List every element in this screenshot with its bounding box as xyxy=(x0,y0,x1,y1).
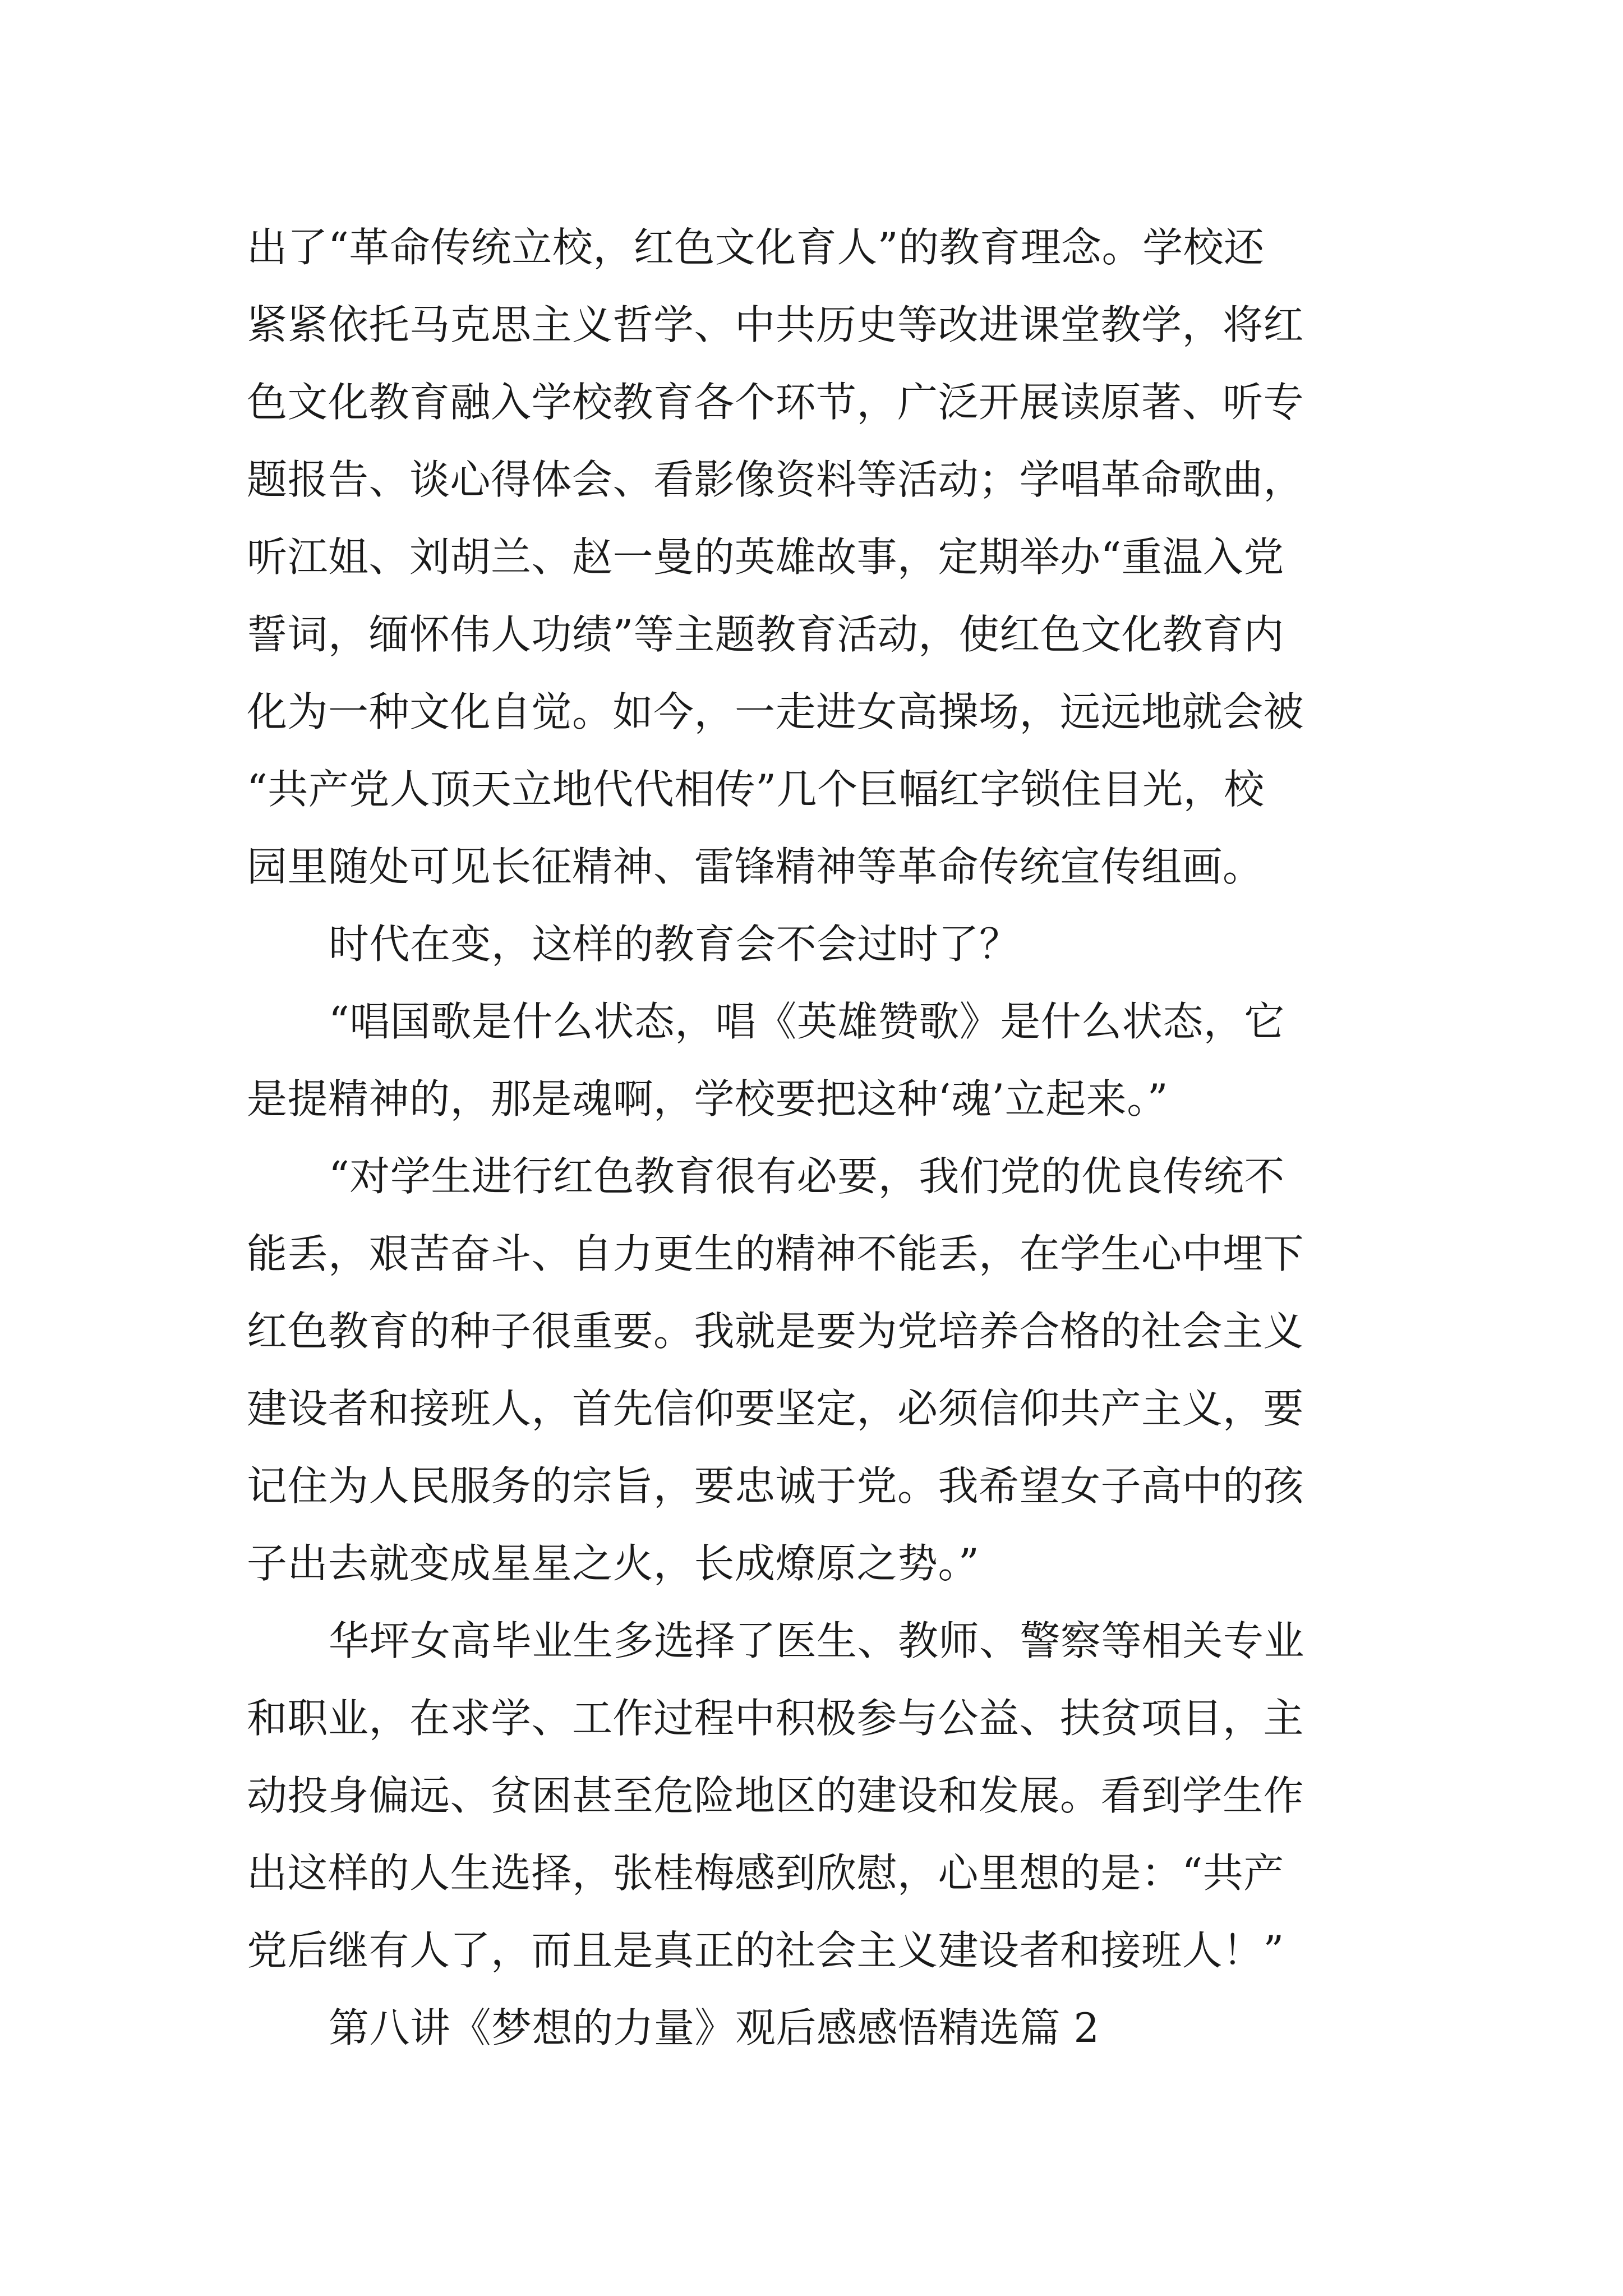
paragraph-start-line: “对学生进行红色教育很有必要，我们党的优良传统不 xyxy=(329,1153,1285,1200)
text-line: 建设者和接班人，首先信仰要坚定，必须信仰共产主义，要 xyxy=(247,1385,1304,1432)
text-line: 和职业，在求学、工作过程中积极参与公益、扶贫项目，主 xyxy=(247,1695,1304,1742)
text-line: 听江姐、刘胡兰、赵一曼的英雄故事，定期举办“重温入党 xyxy=(247,533,1284,581)
paragraph-start-line: 华坪女高毕业生多选择了医生、教师、警察等相关专业 xyxy=(329,1617,1305,1664)
text-line: 是提精神的，那是魂啊，学校要把这种‘魂’立起来。” xyxy=(247,1075,1169,1122)
text-line: 党后继有人了，而且是真正的社会主义建设者和接班人！” xyxy=(247,1927,1284,1974)
text-line: 题报告、谈心得体会、看影像资料等活动；学唱革命歌曲， xyxy=(247,456,1304,503)
text-line: 记住为人民服务的宗旨，要忠诚于党。我希望女子高中的孩 xyxy=(247,1462,1304,1510)
text-line: 出这样的人生选择，张桂梅感到欣慰，心里想的是：“共产 xyxy=(247,1849,1284,1897)
text-line: 动投身偏远、贫困甚至危险地区的建设和发展。看到学生作 xyxy=(247,1772,1304,1819)
text-line: 誓词，缅怀伟人功绩”等主题教育活动，使红色文化教育内 xyxy=(247,611,1284,658)
text-line: 出了“革命传统立校，红色文化育人”的教育理念。学校还 xyxy=(247,224,1265,271)
paragraph-start-line: 时代在变，这样的教育会不会过时了？ xyxy=(329,921,1020,968)
text-line: 能丢，艰苦奋斗、自力更生的精神不能丢，在学生心中埋下 xyxy=(247,1230,1304,1277)
paragraph-start-line: “唱国歌是什么状态，唱《英雄赞歌》是什么状态，它 xyxy=(329,998,1285,1045)
text-line: 红色教育的种子很重要。我就是要为党培养合格的社会主义 xyxy=(247,1308,1304,1355)
section-heading: 第八讲《梦想的力量》观后感感悟精选篇 2 xyxy=(329,2004,1100,2051)
text-line: 化为一种文化自觉。如今，一走进女高操场，远远地就会被 xyxy=(247,688,1304,735)
text-line: 紧紧依托马克思主义哲学、中共历史等改进课堂教学，将红 xyxy=(247,301,1304,348)
text-line: “共产党人顶天立地代代相传”几个巨幅红字锁住目光，校 xyxy=(247,766,1265,813)
text-line: 子出去就变成星星之火，长成燎原之势。” xyxy=(247,1540,980,1587)
text-line: 色文化教育融入学校教育各个环节，广泛开展读原著、听专 xyxy=(247,379,1304,426)
document-body xyxy=(247,209,1385,2067)
text-line: 园里随处可见长征精神、雷锋精神等革命传统宣传组画。 xyxy=(247,843,1264,890)
